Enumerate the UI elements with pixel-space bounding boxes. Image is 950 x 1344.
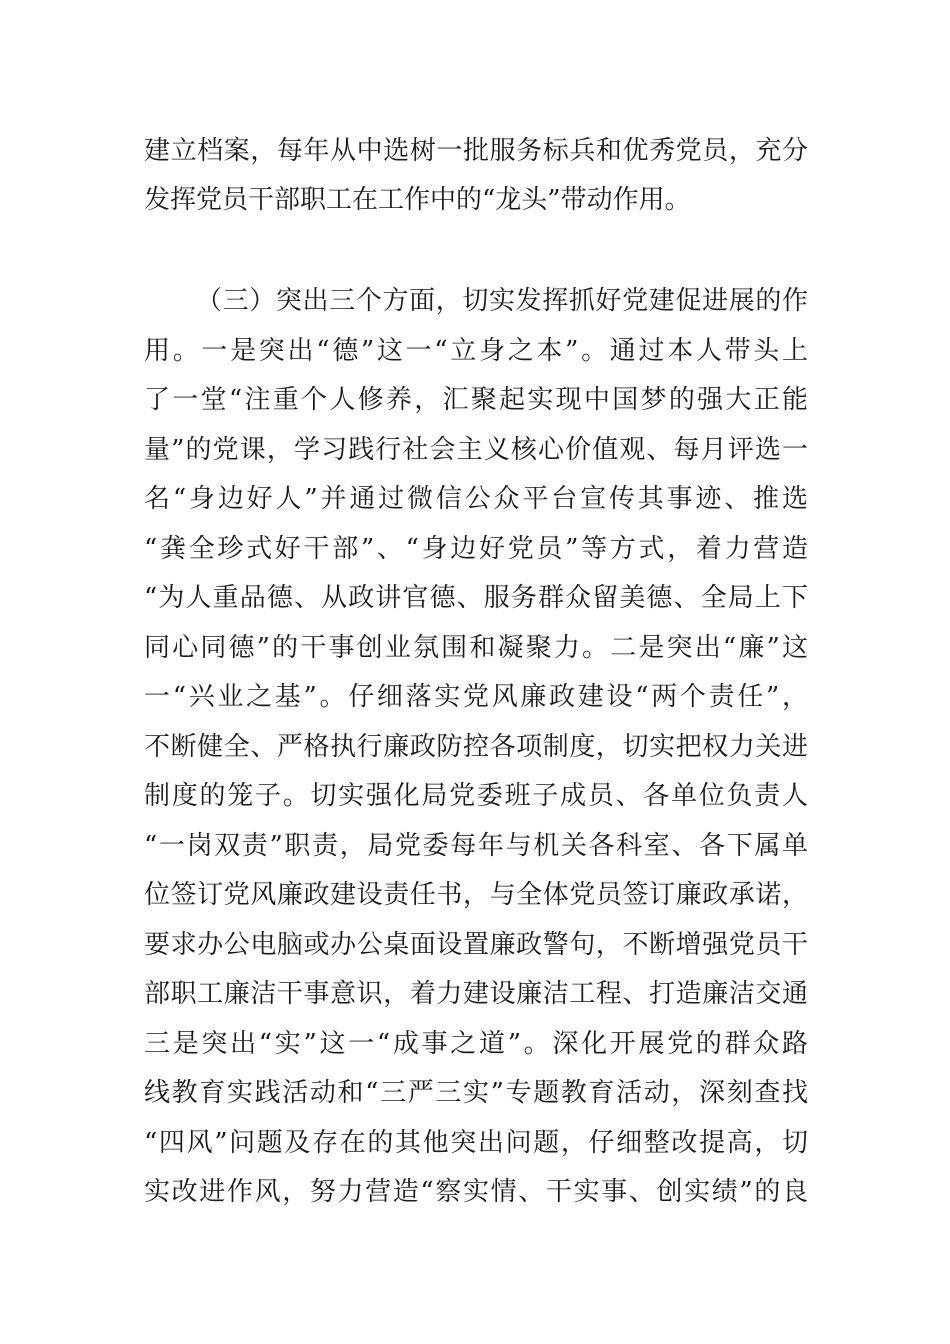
text-line: 位签订党风廉政建设责任书，与全体党员签订廉政承诺， <box>144 880 808 910</box>
text-line: 线教育实践活动和“三严三实”专题教育活动，深刻查找 <box>144 1078 808 1108</box>
text-line: 建立档案，每年从中选树一批服务标兵和优秀党员，充分 <box>144 136 808 166</box>
text-line: 了一堂“注重个人修养，汇聚起实现中国梦的强大正能 <box>144 385 808 415</box>
text-line: 发挥党员干部职工在工作中的“龙头”带动作用。 <box>144 185 691 215</box>
text-line: “一岗双责”职责，局党委每年与机关各科室、各下属单 <box>144 831 808 861</box>
text-line: 制度的笼子。切实强化局党委班子成员、各单位负责人 <box>144 781 808 811</box>
text-line: 实改进作风，努力营造“察实情、干实事、创实绩”的良 <box>144 1177 808 1207</box>
text-line: 要求办公电脑或办公桌面设置廉政警句，不断增强党员干 <box>144 930 808 960</box>
text-line: （三）突出三个方面，切实发挥抓好党建促进展的作 <box>196 286 808 316</box>
text-line: 不断健全、严格执行廉政防控各项制度，切实把权力关进 <box>144 732 808 762</box>
text-line: 名“身边好人”并通过微信公众平台宣传其事迹、推选 <box>144 484 808 514</box>
text-line: “为人重品德、从政讲官德、服务群众留美德、全局上下 <box>144 583 808 613</box>
text-line: 同心同德”的干事创业氛围和凝聚力。二是突出“廉”这 <box>144 633 808 663</box>
text-line: 量”的党课，学习践行社会主义核心价值观、每月评选一 <box>144 435 808 465</box>
text-line: 三是突出“实”这一“成事之道”。深化开展党的群众路 <box>144 1029 808 1059</box>
text-line: “四风”问题及存在的其他突出问题，仔细整改提高，切 <box>144 1128 808 1158</box>
text-line: 一“兴业之基”。仔细落实党风廉政建设“两个责任”， <box>144 682 808 712</box>
text-line: “龚全珍式好干部”、“身边好党员”等方式，着力营造 <box>144 534 808 564</box>
text-line: 部职工廉洁干事意识，着力建设廉洁工程、打造廉洁交通 <box>144 979 808 1009</box>
text-line: 用。一是突出“德”这一“立身之本”。通过本人带头上 <box>144 336 808 366</box>
